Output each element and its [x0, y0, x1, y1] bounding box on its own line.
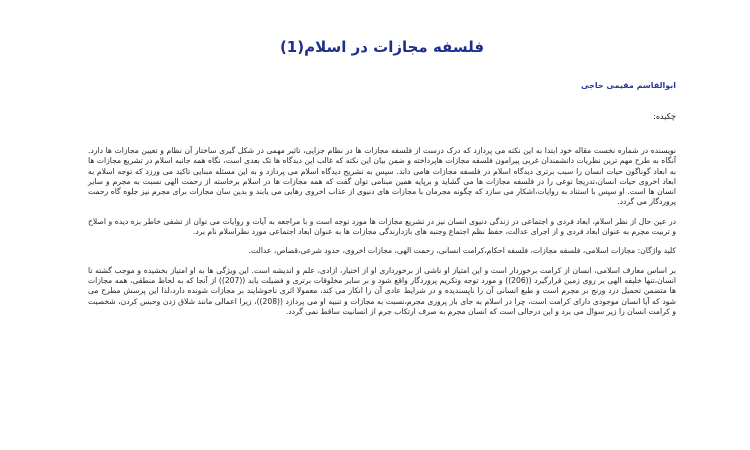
author-name: ابوالقاسم مقیمی حاجی — [580, 81, 676, 90]
abstract-label: چکیده: — [653, 112, 676, 121]
abstract-paragraph-1: نویسنده در شماره نخست مقاله خود ابتدا به این نکته می پردازد که درک درست از فلسفه مجازات ها در نظام جزایی، تاثیر مهمی در شکل گیری ساختار آن نظام و تعیین مجازات ها دارد. آنگاه به طرح مهم ترین نظریات دانشمندان غربی پیرامون فلسفه مجازات هاپرداخته و ضمن بیان این نکته که غالب این دیدگاه ها تک بعدی است، نگاه همه جانبه اسلام در تشریع مجازات ها به ابعاد گوناگون حیات انسان را سبب برتری دیدگاه اسلام در فلسفه مجازات هامی داند. سپس به تشریح دیدگاه اسلام می پردازد و به این مسئله مبنایی تاکید می ورزد که توجه اسلام به ابعاد اخروی حیات انسان،تدریجا نوعی را در فلسفه مجازات ها می گشاید و برپایه همین مبنامی توان گفت که همه مجازات ها در اسلام برخاسته از رحمت الهی نسبت به مجرم و سایر انسان ها است. او سپس با استناد به روایات،اشکار می سازد که چگونه مجرمان با مجازات های دنیوی از عذاب اخروی رهایی می یابند و بدین سان مجازات برای مجرم نیز جلوه گاه رحمت پروردگار می گردد. — [88, 146, 676, 207]
page-title: فلسفه مجازات در اسلام(1) — [279, 38, 485, 56]
abstract-paragraph-2: در عین حال از نظر اسلام، ابعاد فردی و اجتماعی در زندگی دنیوی انسان نیز در تشریع مجازات ها مورد توجه است و با مراجعه به آیات و روایات می توان از تشفی خاطر بزه دیده و اصلاح و تربیت مجرم به عنوان ابعاد فردی و از اجرای عدالت، حفظ نظم اجتماع وجنبه های بازدارندگی مجازات ها به عنوان ابعاد اجتماعی مورد نظراسلام نام برد. — [88, 216, 676, 237]
body-paragraph-1: بر اساس معارف اسلامی، انسان از کرامت برخوردار است و این امتیاز او ناشی از برخورداری او از اختیار، ازادی، علم و اندیشه است. این ویژگی ها به او امتیاز بخشیده و موجب گشته تا انسان،تنها خلیفه الهی بر روی زمین قرارگیرد ((206)) و مورد توجه وتکریم پروردگار واقع شود و بر سایر مخلوقات برتری و فضیلت یابد ((207)) از آنجا که به لحاظ منطقی، همه مجازات ها متضمن تحمیل درد ورنج بر مجرم است و طبع انسانی آن را ناپسندیده و در شرایط عادی آن را انکار می کند، معمولا اثری ناخوشایند بر مجازات شونده دارد،لذا این پرسش مطرح می شود که آیا انسان موجودی دارای کرامت است، چرا در اسلام به جای باز پروری مجرم،نسبت به مجازات و تنبیه او می پردازد ((208))، زیرا اعمالی مانند شلاق زدن وحبس کردن، شخصیت و کرامت انسان را زیر سوال می برد و این درحالی است که انسان مجرم به صرف ارتکاب جرم از انسانیت ساقط نمی گردد. — [88, 265, 676, 316]
keywords-paragraph: کلید واژگان: مجازات اسلامی، فلسفه مجازات، فلسفه احکام،کرامت انسانی، رحمت الهی، مجازات اخروی، حدود شرعی،قصاص، عدالت. — [248, 246, 676, 256]
